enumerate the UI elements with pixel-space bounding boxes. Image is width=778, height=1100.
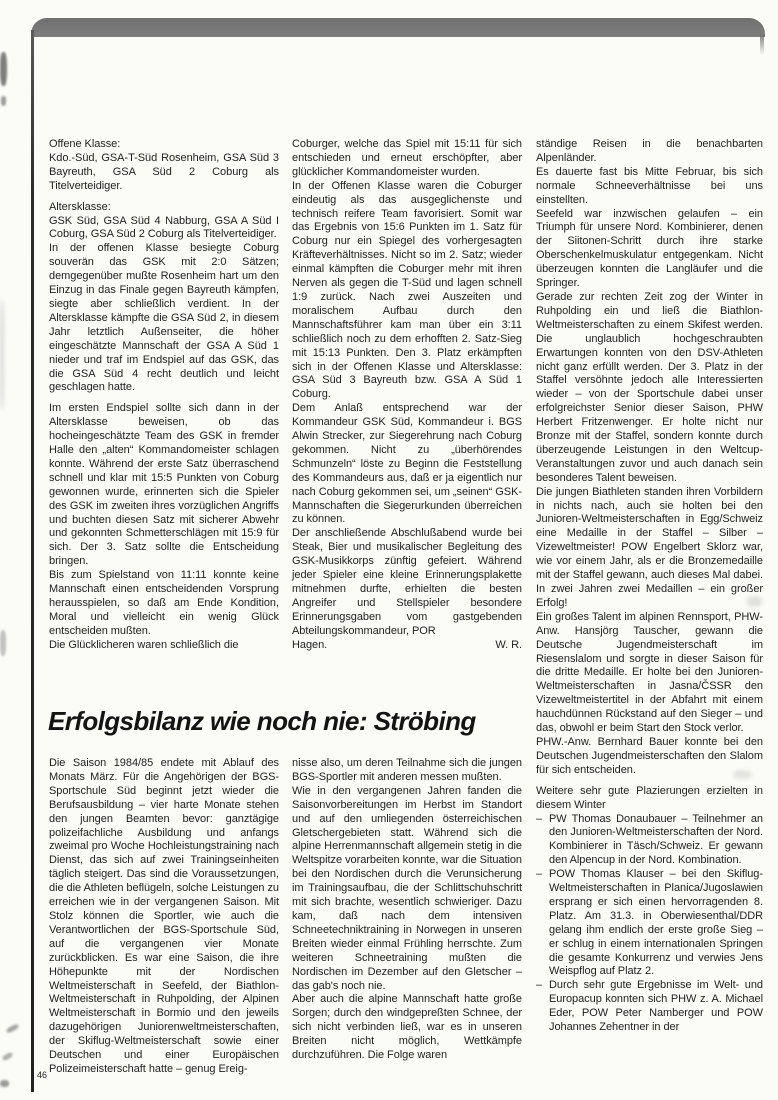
paragraph-lucky-lead: Die Glücklicheren waren schließlich die [49,638,239,651]
author-initials: W. R. [495,638,522,651]
open-class-heading: Offene Klasse: [49,138,121,150]
stroebing-article-column-2 [292,757,522,1063]
volleyball-article-column-2 [292,138,522,653]
page-number: 46 [37,1070,48,1080]
paragraph-alpine-travel: ständige Reisen in die benachbarten Alpenländer. [536,138,763,164]
paragraph-snow-february: Es dauerte fast bis Mitte Februar, bis sich normale Schneeverhältnisse bei uns einstellten. [536,165,763,206]
result-item-text: Durch sehr gute Ergebnisse im Welt- und Europacup konnten sich PHW z. A. Michael Eder, POW Peter Namberger und POW Johannes Zehentner in der [549,979,763,1034]
paragraph-award-ceremony: Dem Anlaß entsprechend war der Kommandeur GSK Süd, Kommandeur i. BGS Alwin Strecker, zur Siegerehrung nach Coburg gekommen. Nicht zu „überhörendes Schmunzeln“ löste zu Beginn die Feststellung des Kommandeurs aus, daß er ja eigentlich nur nach Coburg gekommen sei, um „seinen“ GSK-Mannschaften die Siegerurkunden überreichen zu können. [292,402,522,526]
stroebing-article-column-1 [49,757,279,1077]
paragraph-junior-biathletes: Die jungen Biathleten standen ihren Vorbildern in nichts nach, auch sie holten bei den Junioren-Weltmeisterschaften in Egg/Schweiz eine Medaille in der Staffel – Silber – Vizeweltmeister! POW Engelbert Sklorz war, wie vor einem Jahr, als er die Bronzemedaille mit der Staffel gewann, auch dieses Mal dabei. In zwei Jahren zwei Medaillen – ein großer Erfolg! [536,485,763,609]
scan-artifact [0,52,7,86]
paragraph-season-end: Die Saison 1984/85 endete mit Ablauf des Monats März. Für die Angehörigen der BGS-Sportschule Süd beginnt jetzt wieder die Berufsausbildung – vier harte Monate stehen den jungen Beamten bevor: ganztägige polizeifachliche Ausbildung und anfangs zweimal pro Woche Hochleistungstraining nach Dienst, das sich auf zwei Trainingseinheiten täglich steigert. Das sind die Voraussetzungen, die die Athleten beflügeln, solche Leistungen zu erreichen wie in der vergangenen Saison. Mit Stolz können die Sportler, wie auch die Verantwortlichen der BGS-Sportschule Süd, auf die vergangenen vier Monate zurückblicken. Es war eine Saison, die ihre Höhepunkte mit der Nordischen Weltmeisterschaft in Seefeld, der Biathlon-Weltmeisterschaft in Ruhpolding, der Alpinen Weltmeisterschaft in Bormio und den jeweils dazugehörigen Juniorenweltmeisterschaften, der Skiflug-Weltmeisterschaft sowie einer Deutschen und einer Europäischen Polizeimeisterschaft hatte – genug Ereig- [49,757,279,1075]
scan-artifact [1,96,6,106]
scan-artifact [1,1052,13,1062]
scan-artifact [0,1080,9,1087]
signature-line [292,639,522,653]
last-word: Hagen. [292,638,328,651]
paragraph-open-class-final: In der Offenen Klasse waren die Coburger eindeutig als das ausgeglichenste und technisch reifere Team favorisiert. Somit war das Ergebnis von 15:6 Punkten im 1. Satz für Coburg nur ein Spiegel des vorhergesagten Kräfteverhältnisses. Nicht so im 2. Satz; wieder einmal kämpften die Coburger mehr mit ihren Nerven als gegen die T-Süd und lagen schnell 1:9 zurück. Nach zwei Auszeiten und moralischem Aufbau durch den Mannschaftsführer kam man über ein 3:11 schließlich noch zu dem erhofften 2. Satz-Sieg mit 15:13 Punkten. Den 3. Platz erkämpften sich in der Offenen Klasse und Altersklasse: GSA Süd 3 Bayreuth bzw. GSA A Süd 1 Coburg. [292,179,522,401]
age-class-teams: GSK Süd, GSA Süd 4 Nabburg, GSA A Süd I Coburg, GSA Süd 2 Coburg als Titelverteidiger. [49,214,279,241]
page-frame-left-rule [31,30,34,1092]
paragraph-season-preparation: Wie in den vergangenen Jahren fanden die Saisonvorbereitungen im Herbst im Standort und auf den umliegenden österreichischen Gletschergebieten statt. Während sich die alpine Herrenmannschaft allgemein stetig in die Weltspitze vorarbeiten konnte, war die Situation bei den Nordischen durch die Verunsicherung im Trainingsaufbau, die der Schlittschuhschritt mit sich brachte, wesentlich schwieriger. Dazu kam, daß nach dem intensiven Schneetechniktraining in Norwegen in unseren Breiten wieder einmal Frühling herrschte. Zum weiteren Schneetraining mußten die Nordischen im Dezember auf den Gletscher – das gab's noch nie. [292,784,522,992]
scan-artifact [0,630,6,656]
paragraph-more-results-intro: Weitere sehr gute Plazierungen erzielten in diesem Winter [536,784,763,811]
paragraph-seefeld: Seefeld war inzwischen gelaufen – ein Triumph für unsere Nord. Kombinierer, denen der Siitonen-Schritt durch ihre starke Oberschenkelmuskulatur entgegenkam. Nicht überzeugen konnten die Langläufer und die Springer. [536,207,763,290]
age-class-heading: Altersklasse: [49,200,111,213]
result-item-text: PW Thomas Donaubauer – Teilnehmer an den Junioren-Weltmeisterschaften der Nord. Kombinierer in Täsch/Schweiz. Er gewann den Alpencup in der Nord. Kombination. [549,812,763,867]
result-item-donaubauer [536,813,763,869]
page-frame-right-corner [760,33,764,55]
open-class-teams: Kdo.-Süd, GSA-T-Süd Rosenheim, GSA Süd 3 Bayreuth, GSA Süd 2 Coburg als Titelverteidiger. [49,151,279,192]
paragraph-match-report: In der offenen Klasse besiegte Coburg souverän das GSK mit 2:0 Sätzen; demgegenüber mußte Rosenheim hart um den Einzug in das Finale gegen Bayreuth kämpfen, siegte aber schließlich verdient. In der Altersklasse kämpfte die GSA Süd 2, in diesem Jahr letztlich Außenseiter, die höher eingeschätzte Mannschaft der GSA A Süd 1 nieder und traf im Endspiel auf das GSK, das die GSA Süd 4 recht deutlich und leicht geschlagen hatte. [49,242,279,394]
result-item-worldcup [536,979,763,1035]
stroebing-article-column-right [536,138,763,1035]
scan-artifact [6,1023,20,1034]
paragraph-ruhpolding-biathlon: Gerade zur rechten Zeit zog der Winter in Ruhpolding ein und ließ die Biathlon-Weltmeisterschaften zu einem Skifest werden. Die unglaublich hochgeschraubten Erwartungen konnten von den DSV-Athleten nicht ganz erfüllt werden. Der 3. Platz in der Staffel versöhnte jedoch alle Interessierten wieder – von der Sportschule dabei unser erfolgreichster Senior dieser Saison, PHW Herbert Fritzenwenger. Er holte nicht nur Bronze mit der Staffel, sondern konnte durch überzeugende Leistungen in den Weltcup-Veranstaltungen zuvor und auch danach sein besonderes Talent beweisen. [536,290,763,484]
page-frame-top-band [31,18,765,37]
bullet-dash: – [536,868,543,881]
paragraph-coburg-win: Coburger, welche das Spiel mit 15:11 für sich entschieden und erneut erschöpfter, aber glücklicher Kommandomeister wurden. [292,138,522,178]
volleyball-article-column-1 [49,138,279,653]
paragraph-events-continued: nisse also, um deren Teilnahme sich die jungen BGS-Sportler mit anderen messen mußten. [292,757,522,783]
paragraph-closing-evening: Der anschließende Abschlußabend wurde bei Steak, Bier und musikalischer Begleitung des GSK-Musikkorps zünftig gefeiert. Während jeder Spieler eine kleine Erinnerungsplakette mitnehmen durfte, erhielten die besten Angreifer und Stellspieler besondere Erinnerungsgaben vom gastgebenden Abteilungskommandeur, POR [292,527,522,637]
paragraph-tauscher: Ein großes Talent im alpinen Rennsport, PHW-Anw. Hansjörg Tauscher, gewann die Deutsche Jugendmeisterschaft im Riesenslalom und sorgte in dieser Saison für die dritte Medaille. Er holte bei den Junioren-Weltmeisterschaften in Jasna/ČSSR den Vizeweltmeistertitel in der Abfahrt mit einem hauchdünnen Rückstand auf den Sieger – und das, obwohl er beim Start den Stock verlor. [536,610,763,735]
stroebing-headline: Erfolgsbilanz wie noch nie: Ströbing [48,706,476,736]
result-item-text: POW Thomas Klauser – bei den Skiflug-Weltmeisterschaften in Planica/Jugoslawien ersprang er sich einen hervorragenden 8. Platz. Am 31.3. in Oberwiesenthal/DDR gelang ihm endlich der erste große Sieg – er schlug in einem internationalen Springen die gesamte Konkurrenz und verwies Jens Weispflog auf Platz 2. [549,868,763,978]
paragraph-final-1: Im ersten Endspiel sollte sich dann in der Altersklasse beweisen, ob das hocheingeschätzte Team des GSK in fremder Halle den „alten“ Kommandomeister schlagen konnte. Während der erste Satz überraschend schnell und klar mit 15:5 Punkten von Coburg gewonnen wurde, erinnerten sich die Spieler des GSK im zweiten ihres vorzüglichen Angriffs und buchten diesen Satz mit sicherer Abwehr und gekonnten Schmetterschlägen mit 15:9 für sich. Der 3. Satz sollte die Entscheidung bringen. [49,402,279,568]
paragraph-final-2: Bis zum Spielstand von 11:11 konnte keine Mannschaft einen entscheidenden Vorsprung herausspielen, so daß am Ende Kondition, Moral und vielleicht ein wenig Glück entscheiden mußten. [49,569,279,637]
bullet-dash: – [536,979,543,992]
result-item-klauser [536,868,763,979]
bullet-dash: – [536,812,543,825]
paragraph-alpine-worries: Aber auch die alpine Mannschaft hatte große Sorgen; durch den windgepreßten Schnee, der sich nicht verbinden ließ, war es in unseren Breiten nicht möglich, Wettkämpfe durchzuführen. Die Folge waren [292,993,522,1062]
paragraph-bauer: PHW.-Anw. Bernhard Bauer konnte bei den Deutschen Jugendmeisterschaften den Slalom für sich entscheiden. [536,735,763,776]
scan-artifact [0,300,4,410]
